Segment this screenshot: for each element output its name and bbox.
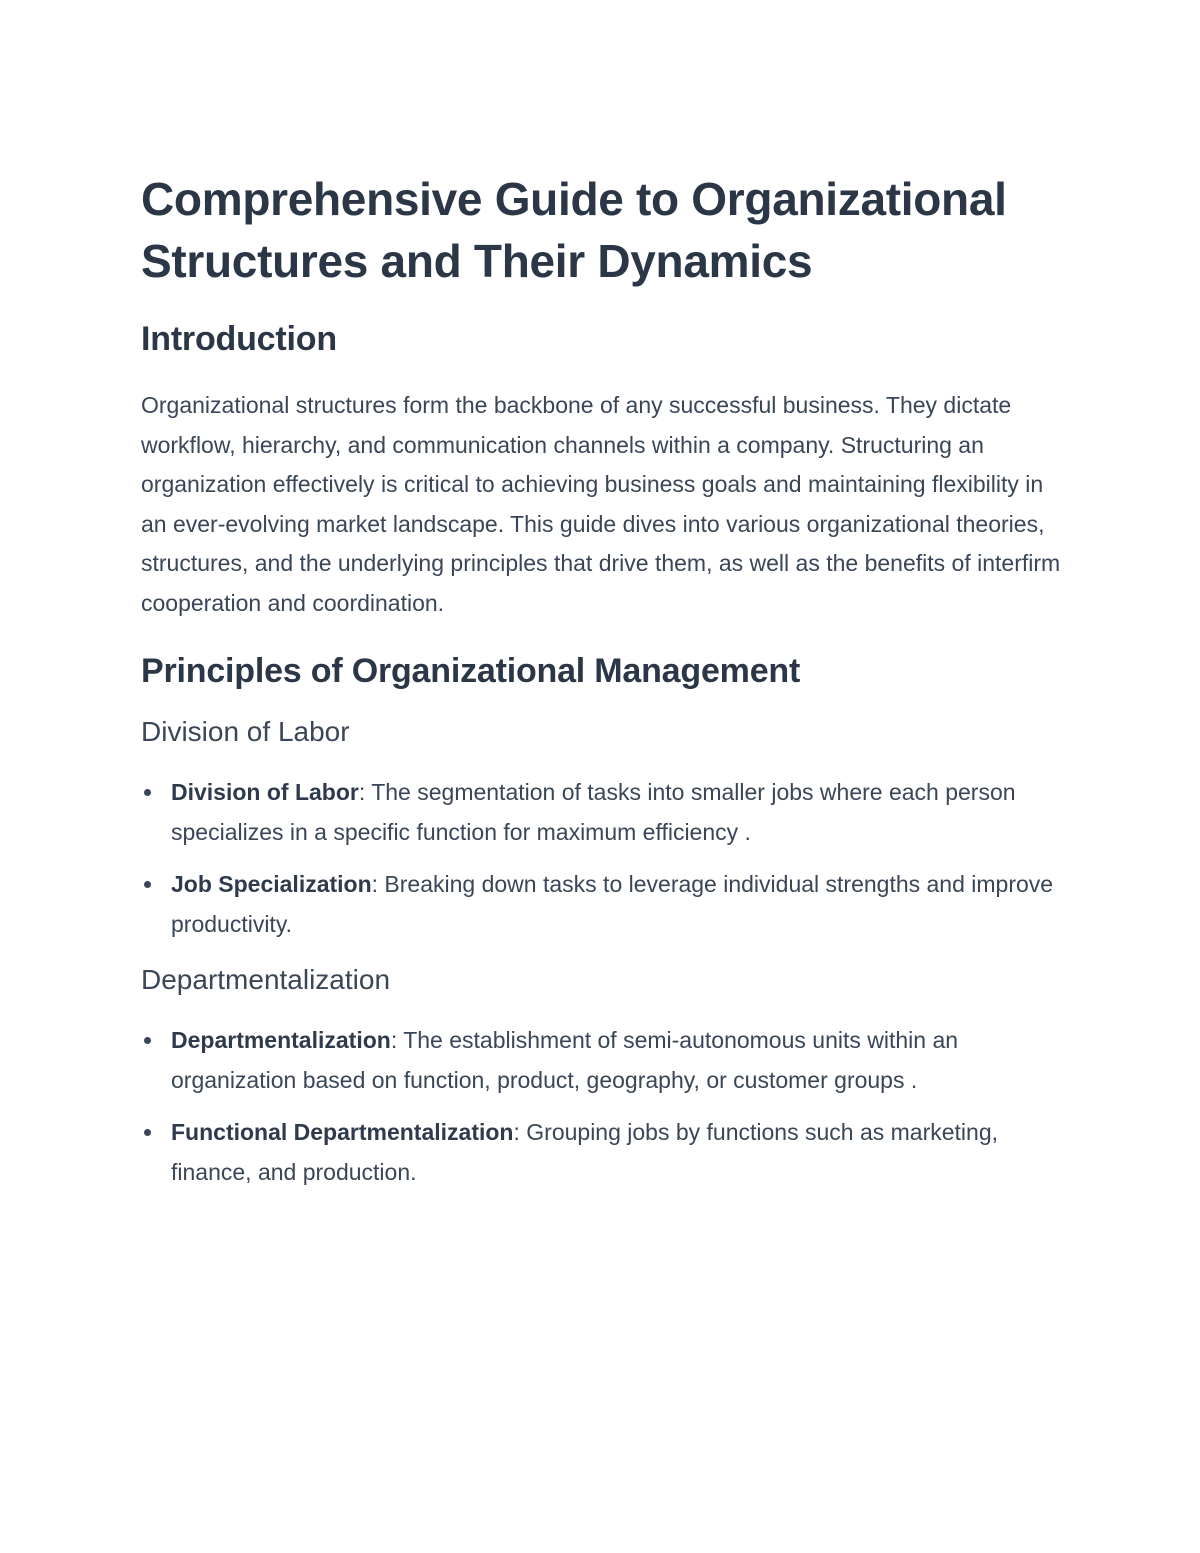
list-item (141, 772, 1071, 852)
list-item-text: : The establishment of semi-autonomous units within an organization based on function, product, geography, or customer groups . (171, 1026, 959, 1093)
division-of-labor-heading: Division of Labor (141, 715, 350, 747)
bullet-icon (144, 1037, 151, 1044)
division-of-labor-list (141, 772, 1071, 944)
departmentalization-list (141, 1020, 1071, 1192)
departmentalization-heading: Departmentalization (141, 963, 391, 995)
list-item-text: : Breaking down tasks to leverage individual strengths and improve productivity. (171, 870, 1054, 937)
introduction-heading: Introduction (141, 320, 337, 358)
list-item (141, 1112, 1071, 1192)
list-item-term: Functional Departmentalization (171, 1118, 514, 1145)
document-page (141, 168, 1071, 1204)
list-item (141, 1020, 1071, 1100)
list-item-term: Division of Labor (171, 778, 359, 805)
introduction-paragraph: Organizational structures form the backbone of any successful business. They dictate workflow, hierarchy, and communication channels within a company. Structuring an organization effectively is critical to achieving business goals and maintaining flexibility in an ever-evolving market landscape. This guide dives into various organizational theories, structures, and the underlying principles that drive them, as well as the benefits of interfirm cooperation and coordination. (141, 392, 1061, 616)
bullet-icon (144, 789, 151, 796)
list-item-term: Job Specialization (171, 870, 372, 897)
list-item-text: : The segmentation of tasks into smaller jobs where each person specializes in a specific function for maximum efficiency . (171, 778, 1016, 845)
list-item (141, 864, 1071, 944)
list-item-text: : Grouping jobs by functions such as marketing, finance, and production. (171, 1118, 999, 1185)
principles-heading: Principles of Organizational Management (141, 651, 801, 690)
bullet-icon (144, 881, 151, 888)
bullet-icon (144, 1129, 151, 1136)
list-item-term: Departmentalization (171, 1026, 391, 1053)
document-title: Comprehensive Guide to Organizational Structures and Their Dynamics (141, 173, 1007, 287)
